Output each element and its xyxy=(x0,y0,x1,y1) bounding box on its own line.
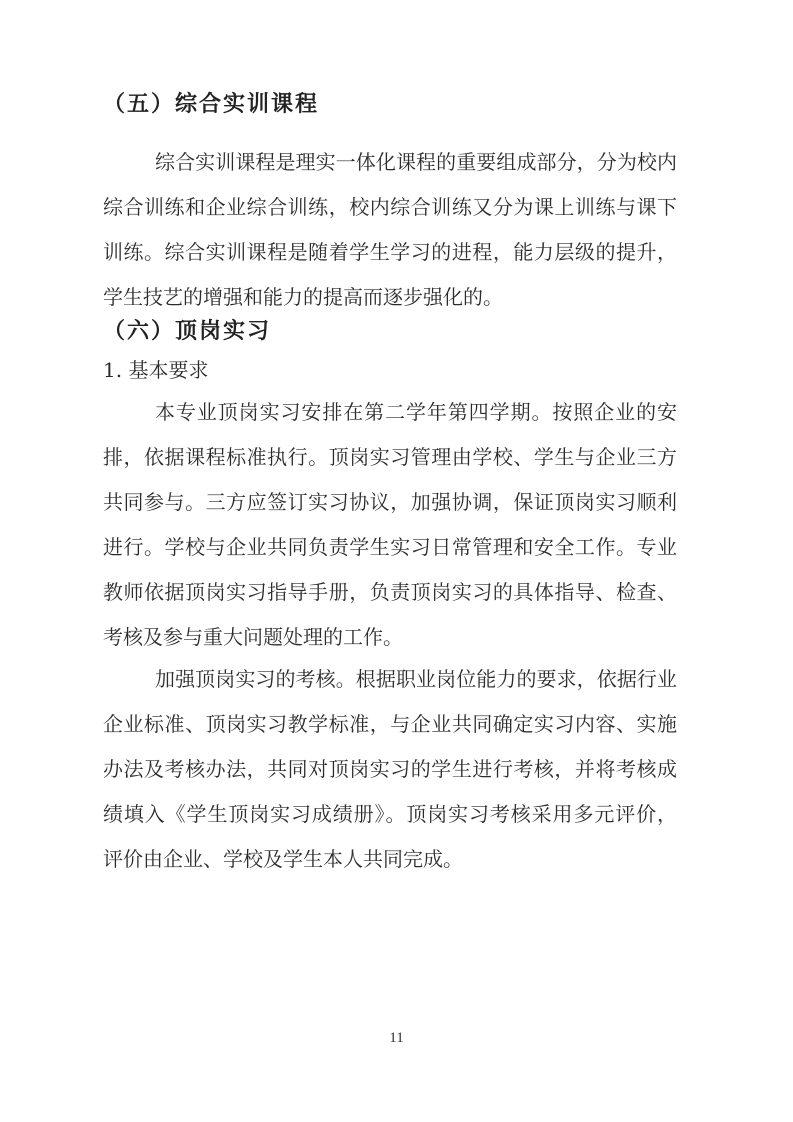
text-line: 本专业顶岗实习安排在第二学年第四学期。按照企业的安 xyxy=(155,400,677,424)
text-line: 加强顶岗实习的考核。根据职业岗位能力的要求，依据行业 xyxy=(155,667,677,691)
text-line: 共同参与。三方应签订实习协议，加强协调，保证顶岗实习顺利 xyxy=(103,490,677,514)
section-heading-6: （六）顶岗实习 xyxy=(103,318,272,344)
paragraph-comprehensive-training xyxy=(103,140,677,320)
text-line: 综合训练和企业综合训练，校内综合训练又分为课上训练与课下 xyxy=(103,195,677,219)
text-line: 办法及考核办法，共同对顶岗实习的学生进行考核，并将考核成 xyxy=(103,757,677,781)
section-heading-5: （五）综合实训课程 xyxy=(103,91,320,117)
text-line: 训练。综合实训课程是随着学生学习的进程，能力层级的提升， xyxy=(103,240,677,264)
paragraph-internship-basic xyxy=(103,390,677,660)
page-number: 11 xyxy=(389,1030,404,1046)
page-content xyxy=(103,82,677,882)
subsection-heading-basic-requirements: 1. 基本要求 xyxy=(103,358,209,382)
text-line: 综合实训课程是理实一体化课程的重要组成部分，分为校内 xyxy=(155,150,677,174)
text-line: 企业标准、顶岗实习教学标准，与企业共同确定实习内容、实施 xyxy=(103,712,677,736)
text-line: 排，依据课程标准执行。顶岗实习管理由学校、学生与企业三方 xyxy=(103,445,677,469)
text-line: 进行。学校与企业共同负责学生实习日常管理和安全工作。专业 xyxy=(103,535,677,559)
text-line: 评价由企业、学校及学生本人共同完成。 xyxy=(103,847,463,871)
paragraph-internship-assessment xyxy=(103,657,677,882)
text-line: 教师依据顶岗实习指导手册，负责顶岗实习的具体指导、检查、 xyxy=(103,580,677,604)
text-line: 学生技艺的增强和能力的提高而逐步强化的。 xyxy=(103,285,503,309)
text-line: 考核及参与重大问题处理的工作。 xyxy=(103,625,403,649)
text-line: 绩填入《学生顶岗实习成绩册》。顶岗实习考核采用多元评价， xyxy=(103,802,677,826)
